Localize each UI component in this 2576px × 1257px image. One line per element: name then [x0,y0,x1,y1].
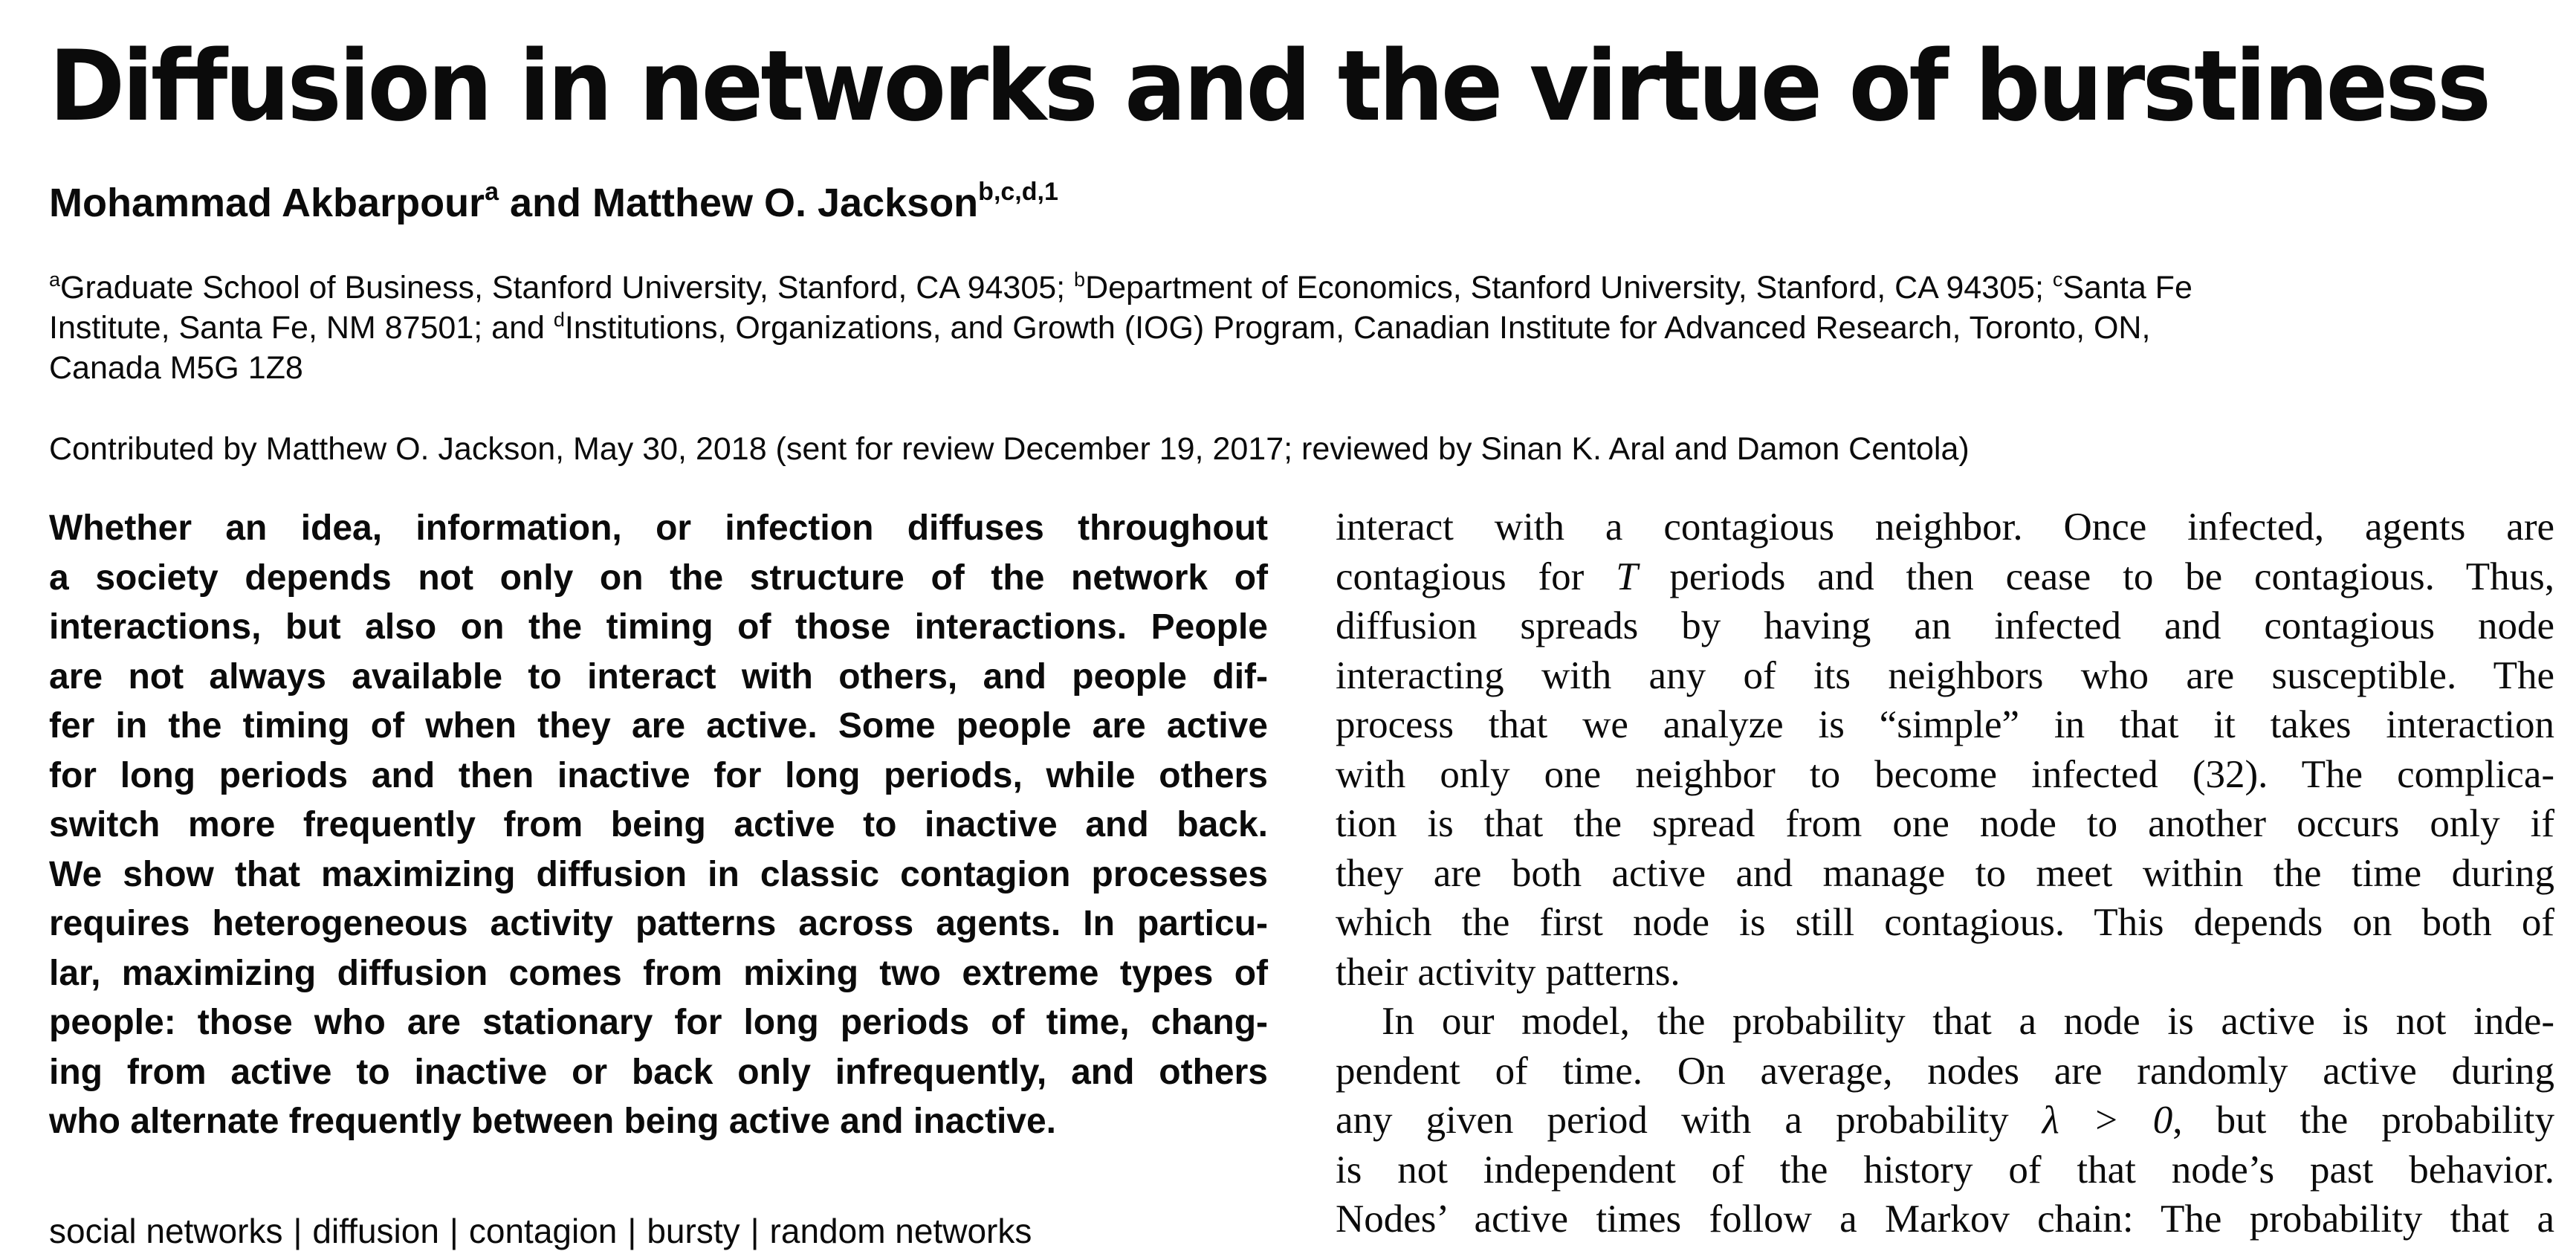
affiliation-text: Department of Economics, Stanford University, Stanford, CA 94305; [1085,270,2053,306]
affiliation-marker: d [553,308,565,331]
affiliation-text: Institute, Santa Fe, NM 87501; and [49,310,554,346]
body-line: they are both active and manage to meet within the time during [1336,851,2554,895]
contribution-note: Contributed by Matthew O. Jackson, May 30, 2018 (sent for review December 19, 2017; reviewed by Sinan K. Aral and Damon Centola) [49,431,1970,467]
abstract-line: people: those who are stationary for long periods of time, chang- [49,1003,1268,1042]
keyword[interactable]: social networks [49,1212,283,1250]
affiliation-marker: c [2052,268,2063,291]
author-affiliation-marker: b,c,d,1 [978,178,1058,206]
keyword[interactable]: contagion [468,1212,618,1250]
abstract-line: fer in the timing of when they are active. Some people are active [49,706,1268,746]
body-line: In our model, the probability that a node is active is not inde- [1382,1000,2554,1043]
keyword-separator: | [627,1212,637,1250]
author-name[interactable]: Mohammad Akbarpour [49,181,485,225]
affiliations [49,268,2502,388]
affiliation-line [49,268,2502,308]
body-line [1336,552,2554,602]
affiliation-text: Santa Fe [2062,270,2192,306]
math-expression: λ > 0 [2042,1099,2173,1142]
body-text: , but the probability [2172,1099,2554,1142]
abstract-line: lar, maximizing diffusion comes from mixing two extreme types of [49,953,1268,993]
body-text: periods and then cease to be contagious. Thus, [1637,555,2554,598]
abstract-line: requires heterogeneous activity patterns across agents. In particu- [49,904,1268,943]
math-symbol: T [1616,555,1638,598]
author-list [49,177,1058,229]
affiliation-text: Graduate School of Business, Stanford University, Stanford, CA 94305; [60,270,1075,306]
body-line: process that we analyze is “simple” in that it takes interaction [1336,703,2554,746]
abstract-line: a society depends not only on the structure of the network of [49,558,1268,598]
affiliation-line [49,308,2502,348]
abstract-line: who alternate frequently between being active and inactive. [49,1102,1057,1141]
abstract-line: ing from active to inactive or back only infrequently, and others [49,1052,1268,1092]
body-text: contagious for [1336,555,1617,598]
author-conjunction: and [499,181,593,225]
body-line: with only one neighbor to become infected (32). The complica- [1336,752,2554,796]
body-line: their activity patterns. [1336,950,1680,994]
paper-title: Diffusion in networks and the virtue of burstiness [49,29,2489,143]
body-line: interacting with any of its neighbors who are susceptible. The [1336,653,2554,697]
body-line: which the first node is still contagious. This depends on both of [1336,901,2554,944]
abstract-line: Whether an idea, information, or infection diffuses throughout [49,508,1268,548]
body-line: pendent of time. On average, nodes are randomly active during [1336,1049,2554,1093]
abstract-line: are not always available to interact with others, and people dif- [49,656,1268,697]
keyword-separator: | [449,1212,459,1250]
abstract [49,504,1268,1147]
keywords [49,1209,1032,1253]
body-line: interact with a contagious neighbor. Once infected, agents are [1336,505,2554,549]
abstract-line: interactions, but also on the timing of those interactions. People [49,607,1268,647]
affiliation-text: Institutions, Organizations, and Growth (IOG) Program, Canadian Institute for Advanced Research, Toronto, ON, [564,310,2151,346]
abstract-line: We show that maximizing diffusion in classic contagion processes [49,854,1268,894]
keyword-separator: | [293,1212,302,1250]
abstract-line: for long periods and then inactive for long periods, while others [49,755,1268,795]
keyword-separator: | [750,1212,760,1250]
keyword[interactable]: diffusion [312,1212,439,1250]
affiliation-marker: b [1074,268,1086,291]
author-name[interactable]: Matthew O. Jackson [592,181,979,225]
body-line: is not independent of the history of that node’s past behavior. [1336,1148,2554,1192]
keyword[interactable]: random networks [769,1212,1032,1250]
body-line [1336,1096,2554,1145]
abstract-line: switch more frequently from being active to inactive and back. [49,805,1268,844]
body-line: diffusion spreads by having an infected and contagious node [1336,604,2554,647]
affiliation-marker: a [49,268,61,291]
body-text: any given period with a probability [1336,1099,2042,1142]
author-affiliation-marker: a [485,178,499,206]
body-line: tion is that the spread from one node to another occurs only if [1336,802,2554,845]
affiliation-line: Canada M5G 1Z8 [49,350,303,386]
keyword[interactable]: bursty [647,1212,740,1250]
body-line: Nodes’ active times follow a Markov chain: The probability that a [1336,1198,2554,1241]
main-text-column [1336,503,2554,1244]
